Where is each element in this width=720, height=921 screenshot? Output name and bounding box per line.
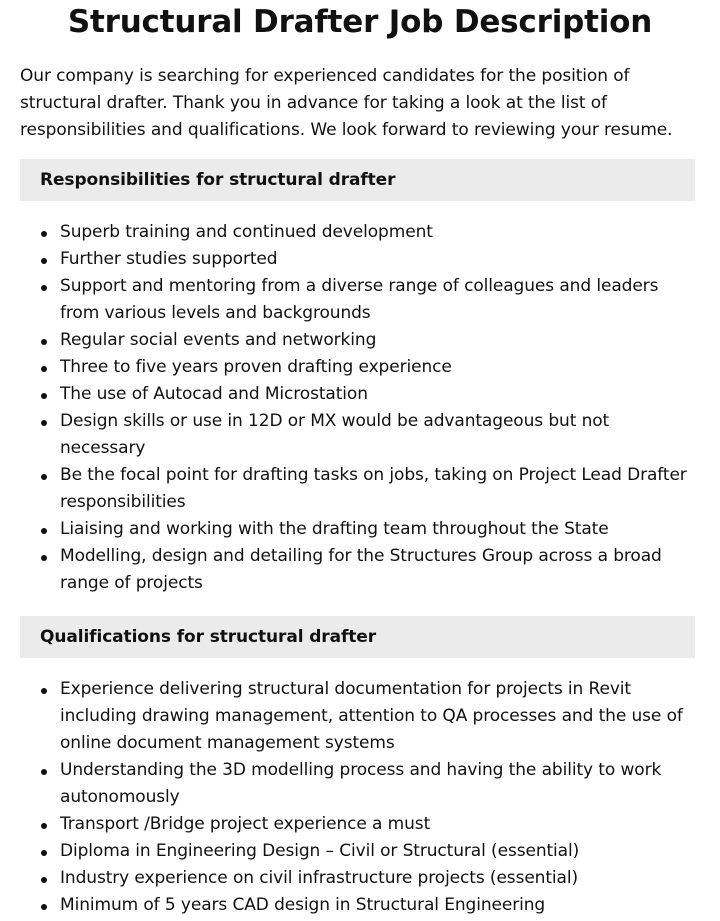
bullet-icon <box>41 393 47 399</box>
bullet-icon <box>41 420 47 426</box>
list-item <box>20 327 695 354</box>
list-item <box>20 381 695 408</box>
bullet-icon <box>41 850 47 856</box>
intro-paragraph: Our company is searching for experienced candidates for the position of structural drafter. Thank you in advance for taking a look at the list of responsibilities and qualifications. We look forward to reviewing your resume. <box>20 66 673 140</box>
list-item <box>20 246 695 273</box>
list-item <box>20 757 695 811</box>
list-item-text: Three to five years proven drafting experience <box>60 357 452 377</box>
list-item-text: The use of Autocad and Microstation <box>60 384 368 404</box>
list-item-text: Understanding the 3D modelling process and having the ability to work autonomously <box>60 760 662 807</box>
bullet-icon <box>41 823 47 829</box>
responsibilities-list <box>20 219 695 597</box>
bullet-icon <box>41 688 47 694</box>
page-title: Structural Drafter Job Description <box>67 4 653 40</box>
list-item <box>20 676 695 757</box>
bullet-icon <box>41 366 47 372</box>
list-item-text: Minimum of 5 years CAD design in Structural Engineering <box>60 895 546 915</box>
list-item <box>20 516 695 543</box>
bullet-icon <box>41 339 47 345</box>
bullet-icon <box>41 231 47 237</box>
bullet-icon <box>41 474 47 480</box>
list-item <box>20 354 695 381</box>
list-item <box>20 462 695 516</box>
list-item-text: Industry experience on civil infrastructure projects (essential) <box>60 868 579 888</box>
list-item-text: Modelling, design and detailing for the Structures Group across a broad range of projects <box>60 546 662 593</box>
list-item-text: Design skills or use in 12D or MX would be advantageous but not necessary <box>60 411 610 458</box>
list-item <box>20 892 695 919</box>
list-item-text: Diploma in Engineering Design – Civil or Structural (essential) <box>60 841 580 861</box>
list-item <box>20 543 695 597</box>
list-item <box>20 219 695 246</box>
qualifications-list <box>20 676 695 919</box>
bullet-icon <box>41 769 47 775</box>
bullet-icon <box>41 555 47 561</box>
bullet-icon <box>41 904 47 910</box>
bullet-icon <box>41 258 47 264</box>
list-item-text: Be the focal point for drafting tasks on jobs, taking on Project Lead Drafter responsibilities <box>60 465 687 512</box>
list-item-text: Support and mentoring from a diverse range of colleagues and leaders from various levels and backgrounds <box>60 276 659 323</box>
list-item <box>20 811 695 838</box>
list-item-text: Experience delivering structural documentation for projects in Revit including drawing management, attention to QA processes and the use of online document management systems <box>60 679 683 753</box>
list-item-text: Transport /Bridge project experience a must <box>60 814 431 834</box>
responsibilities-heading: Responsibilities for structural drafter <box>20 159 695 201</box>
list-item <box>20 838 695 865</box>
list-item <box>20 865 695 892</box>
list-item-text: Regular social events and networking <box>60 330 377 350</box>
list-item <box>20 408 695 462</box>
bullet-icon <box>41 285 47 291</box>
list-item <box>20 273 695 327</box>
list-item-text: Liaising and working with the drafting team throughout the State <box>60 519 609 539</box>
bullet-icon <box>41 528 47 534</box>
bullet-icon <box>41 877 47 883</box>
list-item-text: Superb training and continued development <box>60 222 433 242</box>
list-item-text: Further studies supported <box>60 249 278 269</box>
qualifications-heading: Qualifications for structural drafter <box>20 616 695 658</box>
